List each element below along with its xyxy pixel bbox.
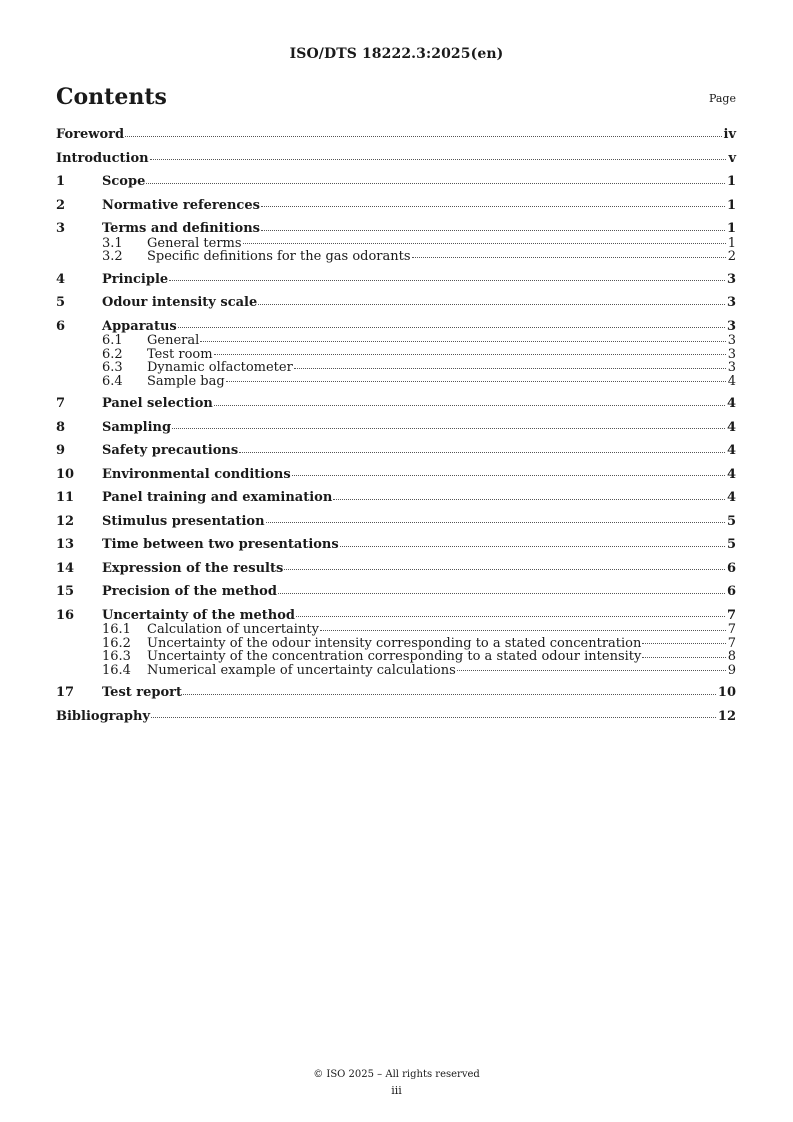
toc-entry[interactable]: [56, 152, 736, 167]
toc-entry-number: 4: [56, 271, 66, 287]
toc-entry[interactable]: [56, 175, 736, 190]
toc-entry-label: Terms and definitions: [102, 221, 260, 236]
toc-entry[interactable]: [56, 538, 736, 553]
toc-entry-label: Test room: [147, 346, 213, 362]
toc-entry-label: Uncertainty of the method: [102, 607, 296, 623]
toc-entry-page: 7: [727, 622, 736, 637]
toc-subentry[interactable]: [56, 334, 736, 348]
toc-entry[interactable]: [56, 421, 736, 436]
toc-entry-page: v: [728, 150, 736, 166]
toc-entry-label: Test report: [102, 685, 183, 700]
dot-leader: [284, 569, 725, 570]
dot-leader: [340, 546, 725, 547]
toc-entry-label: Safety precautions: [102, 443, 239, 458]
dot-leader: [457, 670, 726, 671]
toc-entry-label: Bibliography: [56, 708, 151, 724]
toc-entry-page: 1: [726, 174, 736, 189]
toc-entry-label: General terms: [147, 235, 242, 251]
toc-entry-page: 3: [727, 360, 736, 375]
toc-subentry[interactable]: [56, 361, 736, 375]
dot-leader: [261, 230, 725, 231]
toc-entry-number: 6.4: [102, 373, 123, 389]
dot-leader: [150, 159, 727, 160]
toc-entry-number: 6.3: [102, 360, 123, 375]
dot-leader: [226, 381, 726, 382]
toc-entry-label: Normative references: [102, 197, 260, 213]
toc-entry-label: Sample bag: [147, 373, 225, 389]
toc-entry-page: 4: [726, 396, 736, 411]
dot-leader: [642, 657, 725, 658]
dot-leader: [200, 341, 725, 342]
toc-entry-label: Odour intensity scale: [102, 295, 258, 310]
dot-leader: [320, 630, 726, 631]
toc-entry-number: 16.3: [102, 649, 131, 664]
toc-entry-number: 3.2: [102, 249, 123, 264]
toc-entry-number: 6: [56, 318, 66, 334]
toc-entry-number: 3: [56, 221, 66, 236]
toc-entry[interactable]: [56, 686, 736, 701]
toc-entry-number: 1: [56, 174, 66, 189]
toc-entry-label: Expression of the results: [102, 560, 284, 576]
dot-leader: [183, 694, 716, 695]
dot-leader: [178, 327, 725, 328]
toc-entry-number: 12: [56, 513, 75, 529]
toc-entry-page: 9: [727, 662, 736, 678]
toc-entry-page: 2: [727, 249, 736, 264]
toc-entry-label: Uncertainty of the concentration corresponding to a stated odour intensity: [147, 649, 642, 664]
toc-entry-label: Principle: [102, 271, 169, 287]
toc-entry-label: Specific definitions for the gas odorants: [147, 249, 411, 264]
toc-entry-page: 10: [717, 685, 736, 700]
dot-leader: [266, 522, 725, 523]
copyright-notice: © ISO 2025 – All rights reserved: [313, 1069, 480, 1080]
toc-entry-label: General: [147, 333, 200, 348]
toc-entry-page: 8: [727, 649, 736, 664]
toc-subentry[interactable]: [56, 637, 736, 651]
toc-entry-number: 13: [56, 537, 75, 552]
toc-entry-number: 7: [56, 396, 66, 411]
dot-leader: [294, 368, 726, 369]
dot-leader: [151, 717, 716, 718]
toc-entry-number: 6.1: [102, 333, 123, 348]
toc-entry[interactable]: [56, 468, 736, 483]
table-of-contents: [56, 128, 736, 724]
toc-entry-label: Panel training and examination: [102, 490, 333, 505]
toc-subentry[interactable]: [56, 664, 736, 678]
toc-entry-page: 12: [717, 708, 736, 724]
toc-entry-label: Numerical example of uncertainty calculations: [147, 662, 456, 678]
toc-entry[interactable]: [56, 585, 736, 600]
document-header: ISO/DTS 18222.3:2025(en): [289, 46, 504, 62]
toc-entry-number: 14: [56, 560, 75, 576]
toc-entry-page: 1: [726, 221, 736, 236]
toc-entry-page: 4: [726, 490, 736, 505]
toc-entry-label: Precision of the method: [102, 584, 277, 599]
dot-leader: [169, 280, 725, 281]
toc-entry[interactable]: [56, 273, 736, 288]
contents-title: Contents: [56, 84, 167, 110]
toc-entry-label: Foreword: [56, 127, 125, 142]
toc-entry-page: 6: [726, 584, 736, 599]
toc-entry-page: 1: [726, 197, 736, 213]
toc-entry-number: 16.2: [102, 635, 131, 651]
toc-subentry[interactable]: [56, 237, 736, 251]
toc-entry-number: 16: [56, 607, 75, 623]
dot-leader: [243, 243, 726, 244]
dot-leader: [172, 428, 725, 429]
toc-entry-number: 16.1: [102, 622, 131, 637]
toc-entry-label: Time between two presentations: [102, 537, 339, 552]
toc-entry-number: 2: [56, 197, 66, 213]
toc-subentry[interactable]: [56, 348, 736, 362]
dot-leader: [214, 354, 726, 355]
dot-leader: [333, 499, 725, 500]
toc-entry-page: 4: [727, 373, 736, 389]
toc-entry-page: 6: [726, 560, 736, 576]
toc-entry[interactable]: [56, 320, 736, 335]
toc-entry-label: Introduction: [56, 150, 149, 166]
toc-entry[interactable]: [56, 199, 736, 214]
toc-entry-label: Uncertainty of the odour intensity corresponding to a stated concentration: [147, 635, 642, 651]
toc-entry-page: iv: [723, 127, 736, 142]
toc-entry[interactable]: [56, 128, 736, 143]
toc-entry-label: Scope: [102, 174, 146, 189]
toc-entry[interactable]: [56, 222, 736, 237]
toc-entry-number: 11: [56, 490, 75, 505]
page-footer: [0, 1067, 793, 1099]
toc-entry-page: 7: [726, 607, 736, 623]
toc-entry[interactable]: [56, 710, 736, 725]
dot-leader: [214, 405, 725, 406]
dot-leader: [278, 593, 725, 594]
page-number: iii: [391, 1084, 402, 1097]
toc-subentry[interactable]: [56, 375, 736, 389]
dot-leader: [258, 304, 725, 305]
toc-entry[interactable]: [56, 562, 736, 577]
toc-entry-page: 4: [726, 443, 736, 458]
toc-entry-number: 3.1: [102, 235, 123, 251]
toc-entry-label: Panel selection: [102, 396, 213, 411]
toc-subentry[interactable]: [56, 250, 736, 264]
toc-entry-page: 4: [726, 419, 736, 435]
toc-entry[interactable]: [56, 397, 736, 412]
toc-entry-number: 8: [56, 419, 66, 435]
toc-entry-label: Stimulus presentation: [102, 513, 265, 529]
dot-leader: [642, 643, 725, 644]
toc-subentry[interactable]: [56, 650, 736, 664]
toc-entry-label: Calculation of uncertainty: [147, 622, 319, 637]
toc-entry[interactable]: [56, 296, 736, 311]
toc-entry-page: 7: [727, 635, 736, 651]
toc-entry-page: 4: [726, 466, 736, 482]
toc-entry[interactable]: [56, 515, 736, 530]
toc-entry-number: 6.2: [102, 346, 123, 362]
toc-entry-page: 1: [727, 235, 736, 251]
toc-entry-label: Dynamic olfactometer: [147, 360, 293, 375]
toc-entry-page: 5: [726, 513, 736, 529]
toc-entry-number: 16.4: [102, 662, 131, 678]
toc-entry[interactable]: [56, 491, 736, 506]
toc-entry-number: 10: [56, 466, 75, 482]
toc-entry-page: 3: [727, 346, 736, 362]
dot-leader: [125, 136, 721, 137]
toc-entry[interactable]: [56, 444, 736, 459]
toc-entry[interactable]: [56, 609, 736, 624]
toc-entry-number: 15: [56, 584, 75, 599]
dot-leader: [292, 475, 725, 476]
dot-leader: [146, 183, 725, 184]
dot-leader: [239, 452, 725, 453]
toc-entry-page: 3: [726, 295, 736, 310]
toc-entry-label: Sampling: [102, 419, 172, 435]
toc-entry-page: 3: [726, 318, 736, 334]
dot-leader: [261, 206, 725, 207]
page-column-label: Page: [708, 92, 736, 105]
dot-leader: [412, 257, 726, 258]
toc-entry-page: 3: [727, 333, 736, 348]
toc-entry-number: 5: [56, 295, 66, 310]
toc-entry-number: 17: [56, 685, 75, 700]
toc-entry-number: 9: [56, 443, 66, 458]
toc-entry-page: 3: [726, 271, 736, 287]
toc-entry-label: Apparatus: [102, 318, 177, 334]
dot-leader: [296, 616, 725, 617]
toc-entry-page: 5: [726, 537, 736, 552]
toc-entry-label: Environmental conditions: [102, 466, 291, 482]
toc-subentry[interactable]: [56, 623, 736, 637]
